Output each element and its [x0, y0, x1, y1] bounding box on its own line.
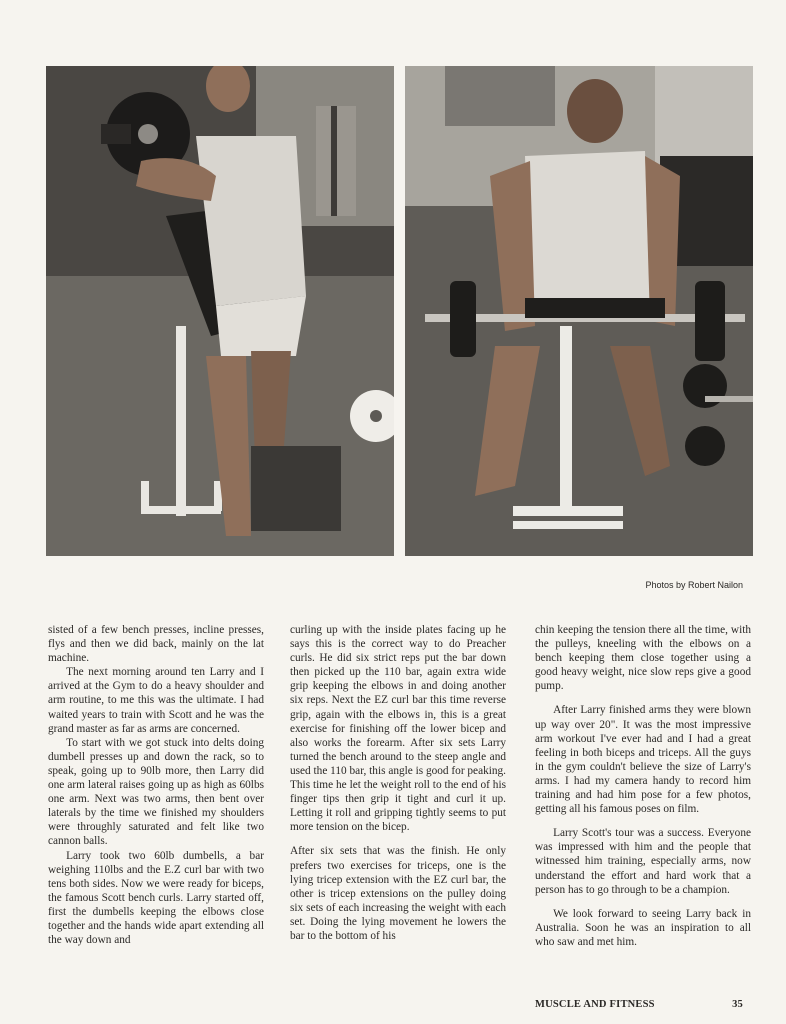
photo-left-image	[46, 66, 394, 556]
page-number: 35	[732, 999, 743, 1010]
paragraph: Larry took two 60lb dumbells, a bar weighing 110lbs and the E.Z curl bar with two tens both sides. Now we were ready for biceps, the famous Scott bench curls. Larry started off, first the dumbells keeping the elbows close together and the hands wide apart extending all the way down and	[48, 849, 264, 947]
photo-left	[46, 66, 394, 556]
photo-right	[405, 66, 753, 556]
text-column-1	[48, 623, 264, 947]
paragraph: curling up with the inside plates facing up he says this is the correct way to do Preacher curls. He did six strict reps put the bar down then picked up the 110 bar, again extra wide grip keeping the elbows in and doing another six reps. Next the EZ curl bar this time reverse grip, again with the elbows in, this is a great exercise for finishing off the lower bicep and also works the forearm. After six sets Larry turned the bench around to the steep angle and used the 110 bar, this angle is good for peaking. This time he let the weight roll to the end of his finger tips then grip it tight and curl it up. Letting it roll and gripping tightly seems to put more tension on the bicep.	[290, 624, 506, 834]
paragraph: To start with we got stuck into delts doing dumbell presses up and down the rack, so to speak, going up to 90lb more, then Larry did one arm lateral raises going up as high as 60lbs one arm. Next was two arms, then bent over laterals by the time we finished my shoulders were throughly saturated and felt like two cannon balls.	[48, 736, 264, 848]
magazine-name: MUSCLE AND FITNESS	[535, 999, 655, 1010]
photo-credit: Photos by Robert Nailon	[645, 580, 743, 590]
paragraph: The next morning around ten Larry and I arrived at the Gym to do a heavy shoulder and arm routine, to me this was the ultimate. I had waited years to train with Scott and he was the grand master as far as arms are concerned.	[48, 666, 264, 735]
paragraph: sisted of a few bench presses, incline presses, flys and then we did back, mainly on the lat machine.	[48, 624, 264, 665]
page-footer	[535, 999, 743, 1010]
text-column-2	[290, 623, 506, 943]
paragraph: After six sets that was the finish. He only prefers two exercises for triceps, one is the lying tricep extension with the EZ curl bar, the other is tricep extensions on the pulley doing six sets of each increasing the weight with each set. Doing the lying movement he lowers the bar to the bottom of his	[290, 845, 506, 942]
text-column-3	[535, 623, 751, 949]
paragraph: chin keeping the tension there all the time, with the pulleys, kneeling with the elbows on a bench keeping them close together using a good heavy weight, nice slow reps give a good pump.	[535, 624, 751, 693]
paragraph: After Larry finished arms they were blown up way over 20". It was the most impressive arm workout I've ever had and I had a great feeling in both biceps and triceps. All the guys in the gym couldn't believe the size of Larry's arms. I had my camera handy to record him training and had him pose for a few photos, getting all his famous poses on film.	[535, 704, 751, 816]
paragraph: Larry Scott's tour was a success. Everyone was impressed with him and the people that witnessed him training, especially arms, now understand the effort and hard work that a person has to go through to be a champion.	[535, 827, 751, 896]
paragraph: We look forward to seeing Larry back in Australia. Soon he was an inspiration to all who saw and met him.	[535, 907, 751, 948]
photo-right-image	[405, 66, 753, 556]
